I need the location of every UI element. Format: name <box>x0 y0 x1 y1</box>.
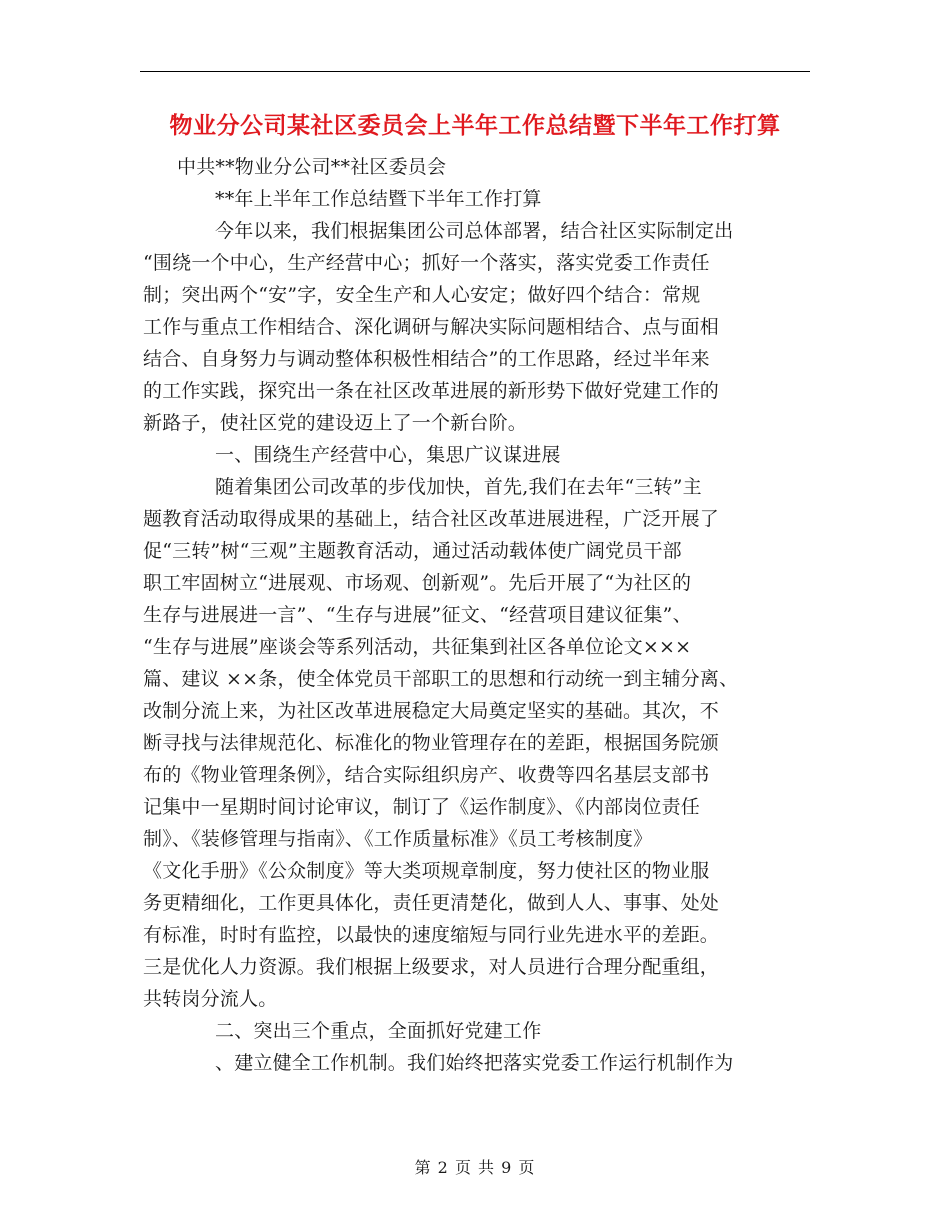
paragraph-line: 今年以来，我们根据集团公司总体部署，结合社区实际制定出 <box>215 220 734 242</box>
paragraph-line: 生存与进展进一言”、“生存与进展”征文、“经营项目建议征集”、 <box>143 604 692 626</box>
document-body <box>143 151 808 1079</box>
paragraph-line: 工作与重点工作相结合、深化调研与解决实际问题相结合、点与面相 <box>143 316 720 338</box>
paragraph-line: 、建立健全工作机制。我们始终把落实党委工作运行机制作为 <box>215 1052 734 1074</box>
page-footer: 第 2 页 共 9 页 <box>414 1158 536 1177</box>
paragraph-line: 务更精细化，工作更具体化，责任更清楚化，做到人人、事事、处处 <box>143 892 720 914</box>
paragraph-line: “围绕一个中心，生产经营中心；抓好一个落实，落实党委工作责任 <box>143 252 710 274</box>
paragraph-line: 职工牢固树立“进展观、市场观、创新观”。先后开展了“为社区的 <box>143 572 692 594</box>
paragraph-line: 篇、建议 ××条，使全体党员干部职工的思想和行动统一到主辅分离、 <box>143 668 739 690</box>
paragraph-line: 制；突出两个“安”字，安全生产和人心安定；做好四个结合：常规 <box>143 284 701 306</box>
paragraph-line: 题教育活动取得成果的基础上，结合社区改革进展进程，广泛开展了 <box>143 508 720 530</box>
paragraph-line: 改制分流上来，为社区改革进展稳定大局奠定坚实的基础。其次，不 <box>143 700 720 722</box>
paragraph-line: 共转岗分流人。 <box>143 988 278 1010</box>
paragraph-line: 的工作实践，探究出一条在社区改革进展的新形势下做好党建工作的 <box>143 380 720 402</box>
paragraph-line: 记集中一星期时间讨论审议，制订了《运作制度》、《内部岗位责任 <box>143 796 701 818</box>
paragraph-line: 结合、自身努力与调动整体积极性相结合”的工作思路，经过半年来 <box>143 348 710 370</box>
paragraph-line: 随着集团公司改革的步伐加快，首先,我们在去年“三转”主 <box>215 476 702 498</box>
org-line: 中共**物业分公司**社区委员会 <box>177 156 447 178</box>
subtitle-line: **年上半年工作总结暨下半年工作打算 <box>215 188 542 210</box>
paragraph-line: 布的《物业管理条例》，结合实际组织房产、收费等四名基层支部书 <box>143 764 710 786</box>
paragraph-line: 《文化手册》《公众制度》等大类项规章制度，努力使社区的物业服 <box>143 860 710 882</box>
paragraph-line: 新路子，使社区党的建设迈上了一个新台阶。 <box>143 412 528 434</box>
section-heading-2: 二、突出三个重点，全面抓好党建工作 <box>215 1020 542 1042</box>
paragraph-line: “生存与进展”座谈会等系列活动，共征集到社区各单位论文××× <box>143 636 692 658</box>
paragraph-line: 三是优化人力资源。我们根据上级要求，对人员进行合理分配重组， <box>143 956 720 978</box>
paragraph-line: 促“三转”树“三观”主题教育活动，通过活动载体使广阔党员干部 <box>143 540 682 562</box>
section-heading-1: 一、围绕生产经营中心，集思广议谋进展 <box>215 444 561 466</box>
paragraph-line: 断寻找与法律规范化、标准化的物业管理存在的差距，根据国务院颁 <box>143 732 720 754</box>
header-rule <box>140 71 810 72</box>
paragraph-line: 有标准，时时有监控，以最快的速度缩短与同行业先进水平的差距。 <box>143 924 720 946</box>
paragraph-line: 制》、《装修管理与指南》、《工作质量标准》《员工考核制度》 <box>143 828 653 850</box>
document-title: 物业分公司某社区委员会上半年工作总结暨下半年工作打算 <box>169 112 781 139</box>
